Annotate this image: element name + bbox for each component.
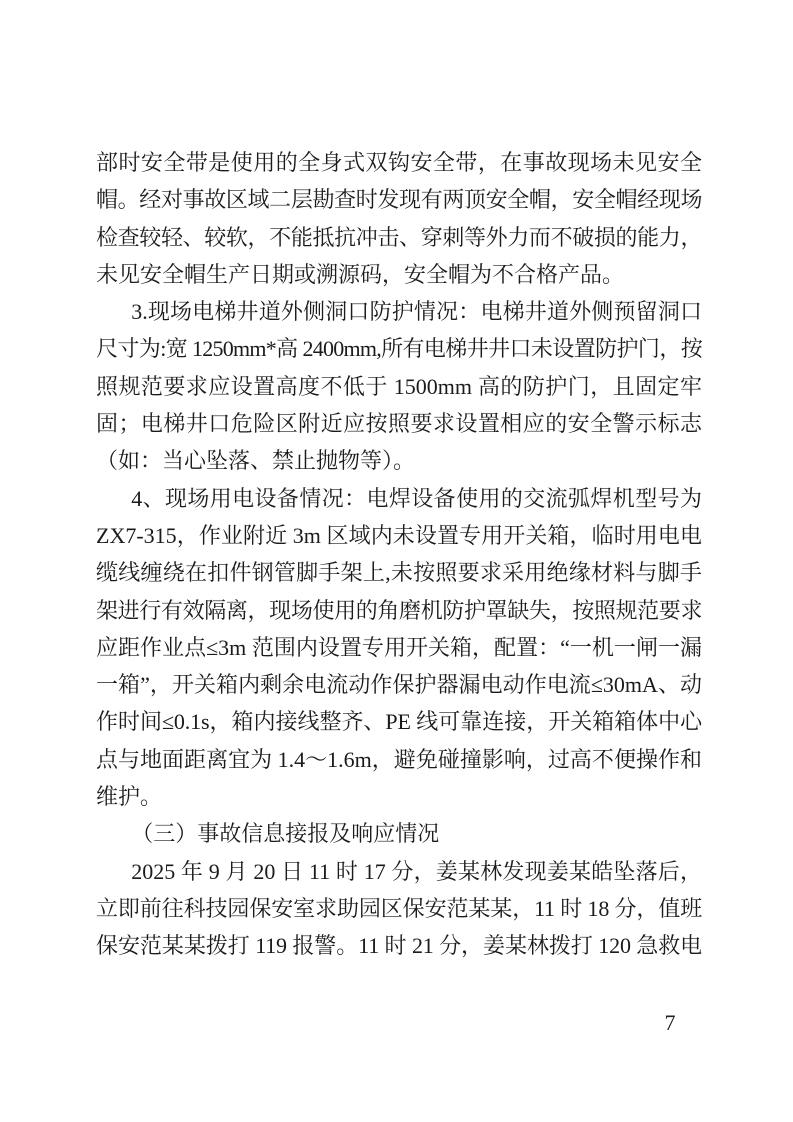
text-line: 帽。经对事故区域二层勘查时发现有两顶安全帽，安全帽经现场 xyxy=(96,187,702,213)
text-line: 作时间≤0.1s，箱内接线整齐、PE 线可靠连接，开关箱箱体中心 xyxy=(96,709,702,735)
text-line: 检查较轻、较软，不能抵抗冲击、穿刺等外力而不破损的能力， xyxy=(96,224,702,250)
text-line: 4、现场用电设备情况：电焊设备使用的交流弧焊机型号为 xyxy=(131,485,702,511)
page-number: 7 xyxy=(664,1010,676,1035)
text-line: 维护。 xyxy=(96,784,163,810)
text-line: （如：当心坠落、禁止抛物等）。 xyxy=(96,448,416,474)
text-line: ZX7-315，作业附近 3m 区域内未设置专用开关箱，临时用电电 xyxy=(96,522,702,548)
text-line: 部时安全带是使用的全身式双钩安全带，在事故现场未见安全 xyxy=(96,150,702,175)
text-line: 固；电梯井口危险区附近应按照要求设置相应的安全警示标志 xyxy=(96,411,702,437)
paragraph xyxy=(96,293,702,479)
paragraph xyxy=(96,853,702,965)
text-line: 点与地面距离宜为 1.4～1.6m，避免碰撞影响，过高不便操作和 xyxy=(96,746,702,772)
text-line: 缆线缠绕在扣件钢管脚手架上,未按照要求采用绝缘材料与脚手 xyxy=(96,560,702,586)
text-line: 架进行有效隔离，现场使用的角磨机防护罩缺失，按照规范要求 xyxy=(96,597,702,623)
paragraph xyxy=(96,144,702,293)
text-line: 3.现场电梯井道外侧洞口防护情况：电梯井道外侧预留洞口 xyxy=(131,299,702,325)
text-line: 应距作业点≤3m 范围内设置专用开关箱，配置：“一机一闸一漏 xyxy=(96,634,702,660)
text-line: 尺寸为:宽 1250mm*高 2400mm,所有电梯井井口未设置防护门，按 xyxy=(96,336,702,362)
text-line: 照规范要求应设置高度不低于 1500mm 高的防护门，且固定牢 xyxy=(96,373,702,399)
text-line: 未见安全帽生产日期或溯源码，安全帽为不合格产品。 xyxy=(96,261,625,287)
paragraph xyxy=(96,480,702,816)
text-line: （三）事故信息接报及响应情况 xyxy=(131,821,440,847)
text-line: 2025 年 9 月 20 日 11 时 17 分，姜某林发现姜某皓坠落后， xyxy=(131,858,702,884)
text-line: 立即前往科技园保安室求助园区保安范某某，11 时 18 分，值班 xyxy=(96,895,702,921)
section-heading xyxy=(96,815,702,852)
document-body xyxy=(96,144,702,965)
text-line: 保安范某某拨打 119 报警。11 时 21 分，姜某林拨打 120 急救电 xyxy=(96,933,702,959)
text-line: 一箱”，开关箱内剩余电流动作保护器漏电动作电流≤30mA、动 xyxy=(96,672,702,698)
